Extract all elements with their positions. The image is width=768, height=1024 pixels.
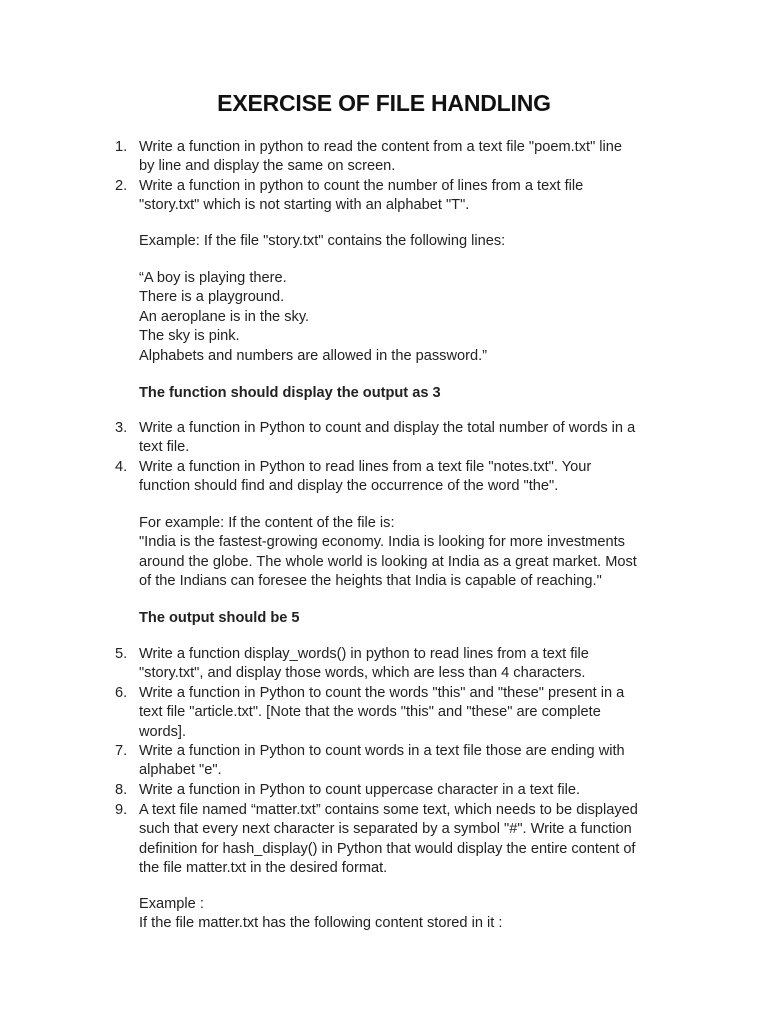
question-1	[115, 138, 684, 177]
question-7	[115, 742, 684, 781]
question-text: Write a function in Python to count the words "this" and "these" present in a	[139, 685, 625, 701]
question-5	[115, 645, 684, 684]
question-text: Write a function in Python to count words in a text file those are ending with	[139, 743, 625, 759]
question-text: Write a function in Python to read lines from a text file "notes.txt". Your	[139, 459, 592, 475]
question-number: 7.	[115, 743, 128, 759]
question-text: Write a function in python to count the number of lines from a text file	[139, 178, 584, 194]
question-text: Write a function in Python to count and display the total number of words in a	[139, 420, 636, 436]
output-text: The output should be 5	[139, 610, 300, 626]
example-line: “A boy is playing there.	[139, 270, 287, 286]
question-text: Write a function display_words() in python to read lines from a text file	[139, 646, 589, 662]
question-number: 5.	[115, 646, 128, 662]
example-intro	[139, 232, 684, 251]
example-line: around the globe. The whole world is looking at India as a great market. Most	[139, 553, 637, 570]
example-line: "India is the fastest-growing economy. India is looking for more investments	[139, 534, 625, 551]
example-line: An aeroplane is in the sky.	[139, 308, 310, 325]
question-text: "story.txt" which is not starting with an alphabet "T".	[139, 197, 470, 214]
question-text: "story.txt", and display those words, which are less than 4 characters.	[139, 665, 586, 682]
question-text: alphabet "e".	[139, 762, 222, 779]
question-text: text file "article.txt". [Note that the words "this" and "these" are complete	[139, 704, 601, 721]
example-line: If the file matter.txt has the following content stored in it :	[139, 915, 503, 932]
document-title: EXERCISE OF FILE HANDLING	[217, 90, 551, 116]
question-9	[115, 801, 684, 879]
question-text: the file matter.txt in the desired format.	[139, 860, 388, 877]
example-line: The sky is pink.	[139, 328, 240, 345]
question-number: 2.	[115, 178, 128, 194]
question-text: Write a function in Python to count uppercase character in a text file.	[139, 782, 581, 798]
question-text: definition for hash_display() in Python that would display the entire content of	[139, 840, 636, 857]
output-text: The function should display the output as 3	[139, 385, 441, 401]
question-text: by line and display the same on screen.	[139, 158, 396, 175]
example-content	[139, 269, 684, 366]
question-number: 6.	[115, 685, 128, 701]
question-text: Write a function in python to read the content from a text file "poem.txt" line	[139, 139, 623, 155]
example-content	[139, 514, 684, 592]
question-3	[115, 419, 684, 458]
question-number: 8.	[115, 782, 128, 798]
question-number: 9.	[115, 802, 128, 818]
expected-output	[139, 384, 684, 403]
question-number: 3.	[115, 420, 128, 436]
question-text: function should find and display the occurrence of the word "the".	[139, 478, 559, 495]
question-4	[115, 458, 684, 497]
example-content	[139, 895, 684, 934]
example-line: of the Indians can foresee the heights that India is capable of reaching."	[139, 573, 602, 590]
expected-output	[139, 609, 684, 628]
question-2	[115, 177, 684, 216]
question-number: 1.	[115, 139, 128, 155]
question-text: A text file named “matter.txt” contains some text, which needs to be displayed	[139, 802, 638, 818]
question-text: such that every next character is separated by a symbol "#". Write a function	[139, 821, 632, 838]
question-text: words].	[139, 723, 187, 740]
question-number: 4.	[115, 459, 128, 475]
example-line: There is a playground.	[139, 289, 285, 306]
question-6	[115, 684, 684, 742]
example-line: Example :	[139, 896, 204, 912]
question-text: text file.	[139, 439, 190, 456]
example-line: For example: If the content of the file is:	[139, 515, 395, 531]
question-8	[115, 781, 684, 800]
example-text: Example: If the file "story.txt" contains the following lines:	[139, 233, 506, 249]
example-line: Alphabets and numbers are allowed in the password.”	[139, 347, 488, 364]
